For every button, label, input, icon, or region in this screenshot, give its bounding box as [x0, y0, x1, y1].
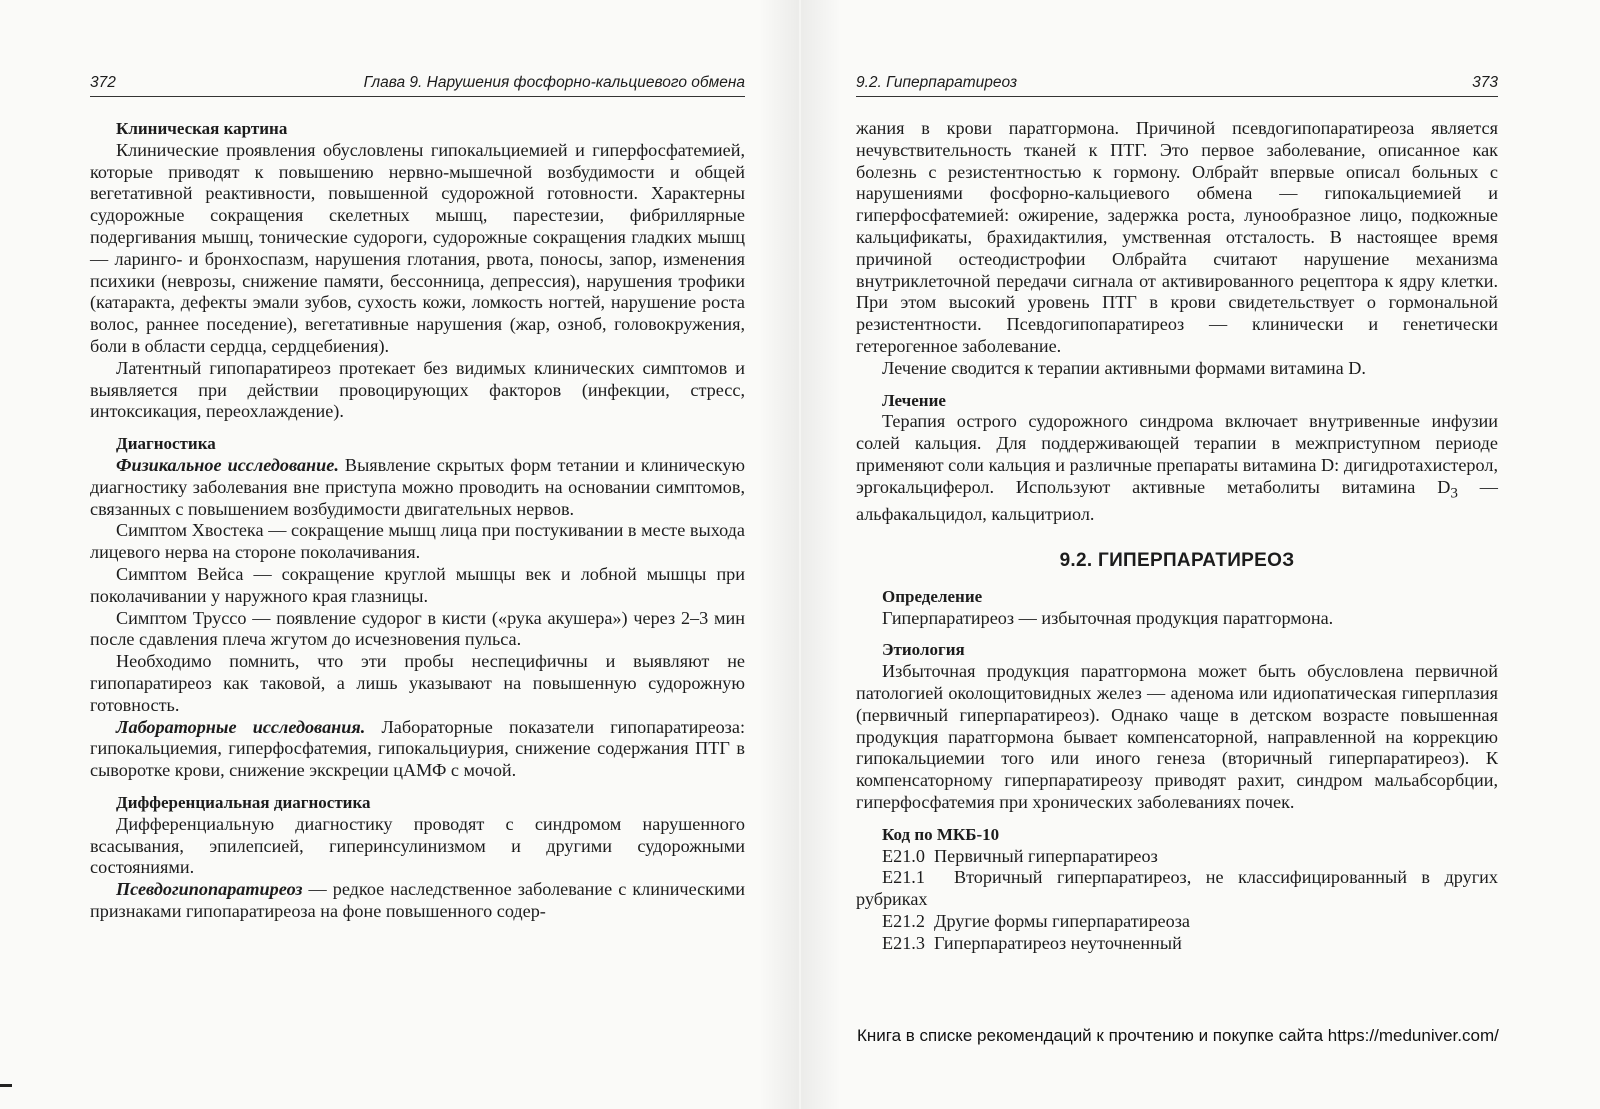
subscript-3: 3	[1450, 484, 1458, 502]
icd-description: Гиперпаратиреоз неуточненный	[934, 932, 1182, 953]
heading-differential-diagnosis: Дифференциальная диагностика	[116, 792, 371, 812]
heading-clinical-picture: Клиническая картина	[116, 119, 288, 138]
left-page	[0, 0, 799, 1109]
paragraph-chvostek-sign: Симптом Хвостека — сокращение мышц лица при постукивании в месте выхода лицевого нерва на стороне поколачивания.	[90, 520, 745, 563]
scan-mark	[0, 1084, 12, 1087]
text-treatment-b: — альфакальцидол, кальцитриол.	[856, 476, 1498, 525]
text-physical-exam: Выявление скрытых форм тетании и клиническую диагностику заболевания вне приступа можно проводить на основании симптомов, связанных с повышением возбудимости двигательных нервов.	[90, 454, 745, 519]
paragraph-definition: Гиперпаратиреоз — избыточная продукция паратгормона.	[882, 607, 1334, 628]
icd-code: E21.3	[882, 932, 925, 953]
label-pseudohypoparathyroidism: Псевдогипопаратиреоз	[116, 879, 303, 900]
icd-code-row	[856, 867, 1498, 911]
right-text-column	[856, 118, 1498, 955]
icd-code-row	[856, 933, 1498, 955]
footer-watermark-note: Книга в списке рекомендаций к прочтению и покупке сайта https://meduniver.com/	[857, 1026, 1499, 1045]
paragraph-pseudo-continuation: жания в крови паратгормона. Причиной псевдогипопаратиреоза является нечувствительность тканей к ПТГ. Это первое заболевание, описанное как болезнь с резистентностью к гормону. Олбрайт впервые описал больных с нарушениями фосфорно-кальциевого обмена — гипокальциемией и гиперфосфатемией: ожирение, задержка роста, лунообразное лицо, подкожные кальцификаты, брахидактилия, умственная отсталость. В настоящее время причиной остеодистрофии Олбрайта считают нарушение механизма внутриклеточной передачи сигнала от активированного рецептора к ядру клетки. При этом высокий уровень ПТГ в крови свидетельствует о гормональной резистентности. Псевдогипопаратиреоз — клинически и генетически гетерогенное заболевание.	[856, 118, 1498, 356]
gutter-shadow	[759, 0, 799, 1109]
icd-code-row	[856, 911, 1498, 933]
paragraph-treatment	[856, 411, 1498, 526]
running-title-right: 9.2. Гиперпаратиреоз	[856, 74, 1018, 91]
paragraph-latent-hypoparathyroidism: Латентный гипопаратиреоз протекает без видимых клинических симптомов и выявляется при действии провоцирующих факторов (инфекции, стресс, интоксикация, переохлаждение).	[90, 357, 745, 422]
heading-definition: Определение	[882, 586, 983, 606]
paragraph-lab-tests	[90, 717, 745, 782]
paragraph-differential-diagnosis: Дифференциальную диагностику проводят с синдромом нарушенного всасывания, эпилепсией, гиперинсулинизмом и другими судорожными состояниями.	[90, 813, 745, 878]
right-page	[801, 0, 1600, 1109]
label-lab-tests: Лабораторные исследования.	[116, 716, 366, 737]
paragraph-tests-note: Необходимо помнить, что эти пробы неспецифичны и выявляют не гипопаратиреоз как таковой, а лишь указывают на повышенную судорожную готовность.	[90, 651, 745, 715]
paragraph-etiology: Избыточная продукция паратгормона может быть обусловлена первичной патологией околощитовидных желез — аденома или идиопатическая гиперплазия (первичный гиперпаратиреоз). Однако чаще в детском возрасте повышенная продукция паратгормона бывает компенсаторной, направленной на коррекцию гипокальциемии того или иного генеза (вторичный гиперпаратиреоз). К компенсаторному гиперпаратиреозу приводят рахит, синдром мальабсорбции, гиперфосфатемия при хронических заболеваниях почек.	[856, 661, 1498, 812]
paragraph-pseudohypoparathyroidism	[90, 879, 745, 923]
heading-etiology: Этиология	[882, 640, 965, 660]
left-text-column	[90, 118, 745, 923]
label-physical-exam: Физикальное исследование.	[116, 454, 339, 475]
text-pseudohypoparathyroidism: — редкое наследственное заболевание с клиническими признаками гипопаратиреоза на фоне повышенного содер-	[90, 879, 745, 921]
section-title-hyperparathyroidism: 9.2. ГИПЕРПАРАТИРЕОЗ	[1059, 549, 1295, 571]
paragraph-weiss-sign: Симптом Вейса — сокращение круглой мышцы век и лобной мышцы при поколачивании у наружного края глазницы.	[90, 563, 745, 606]
running-header-right	[856, 72, 1498, 97]
heading-diagnostics: Диагностика	[116, 434, 216, 454]
page-number-right: 373	[1472, 74, 1498, 91]
heading-treatment: Лечение	[882, 390, 946, 410]
icd-code: E21.1	[882, 867, 925, 888]
icd-code: E21.0	[882, 845, 925, 866]
icd-description: Другие формы гиперпаратиреоза	[934, 910, 1190, 931]
icd-code: E21.2	[882, 910, 925, 931]
icd-description: Вторичный гиперпаратиреоз, не классифицированный в других рубриках	[856, 867, 1498, 910]
page-number-left: 372	[90, 74, 116, 91]
heading-icd10: Код по МКБ-10	[882, 824, 1000, 844]
icd-code-row	[856, 846, 1498, 868]
paragraph-treatment-note: Лечение сводится к терапии активными формами витамина D.	[882, 357, 1366, 378]
text-lab-tests: Лабораторные показатели гипопаратиреоза: гипокальциемия, гиперфосфатемия, гипокальциурия, снижение содержания ПТГ в сыворотке крови, снижение экскреции цАМФ с мочой.	[90, 716, 745, 781]
text-treatment-a: Терапия острого судорожного синдрома включает внутривенные инфузии солей кальция. Для поддерживающей терапии в межприступном периоде применяют соли кальция и различные препараты витамина D: дигидротахистерол, эргокальциферол. Используют активные метаболиты витамина D	[856, 411, 1498, 497]
paragraph-clinical-manifestations: Клинические проявления обусловлены гипокальциемией и гиперфосфатемией, которые приводят к повышению нервно-мышечной возбудимости и общей вегетативной реактивности, повышенной судорожной готовности. Характерны судорожные сокращения скелетных мышц, парестезии, фибриллярные подергивания мышц, тонические судороги, судорожные сокращения гладких мышц — ларинго- и бронхоспазм, нарушения глотания, рвота, поносы, запор, изменения психики (неврозы, снижение памяти, бессонница, депрессия), нарушения трофики (катаракта, дефекты эмали зубов, сухость кожи, ломкость ногтей, нарушение роста волос, раннее поседение), вегетативные нарушения (жар, озноб, головокружения, боли в области сердца, сердцебиения).	[90, 139, 745, 356]
icd-code-list	[856, 846, 1498, 955]
icd-description: Первичный гиперпаратиреоз	[934, 845, 1158, 866]
paragraph-trousseau-sign: Симптом Труссо — появление судорог в кисти («рука акушера») через 2–3 мин после сдавления плеча жгутом до исчезновения пульса.	[90, 607, 745, 650]
running-header-left	[90, 72, 745, 97]
paragraph-physical-exam	[90, 455, 745, 520]
gutter-shadow	[801, 0, 841, 1109]
running-title-left: Глава 9. Нарушения фосфорно-кальциевого обмена	[363, 74, 745, 91]
